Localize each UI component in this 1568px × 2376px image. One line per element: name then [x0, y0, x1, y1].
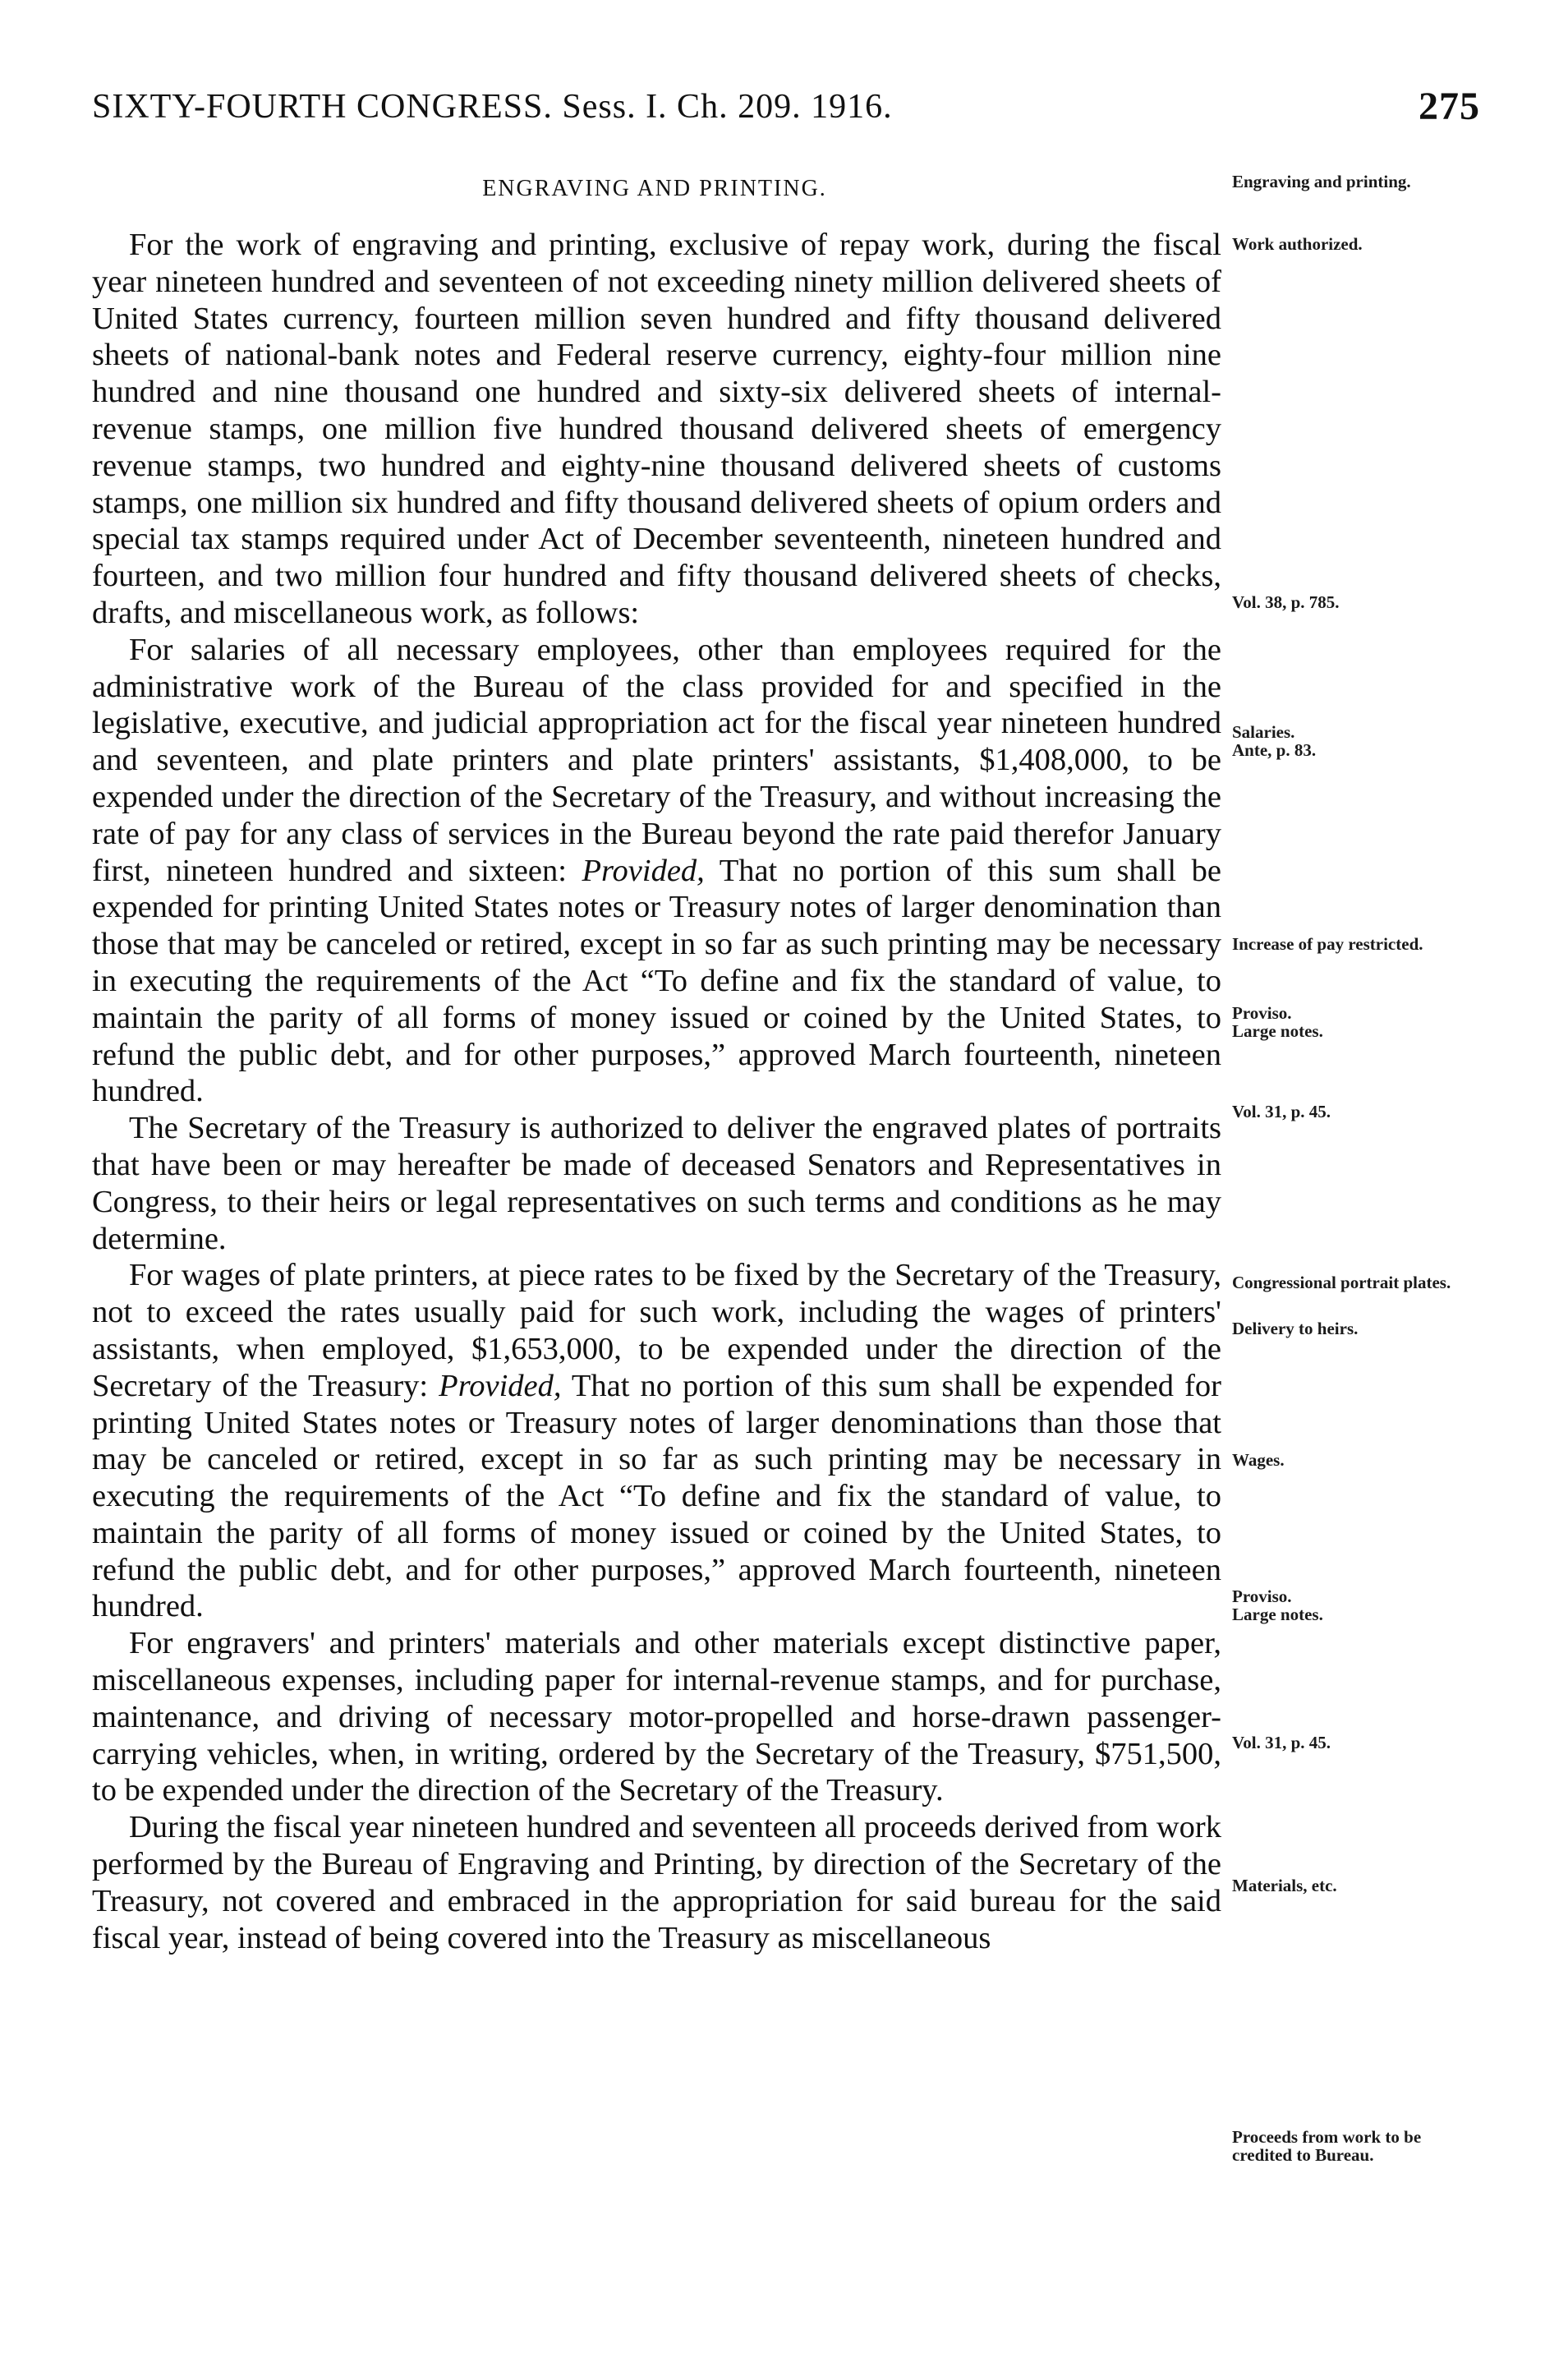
sidenote-engraving-printing: Engraving and printing. [1232, 172, 1411, 191]
page-number: 275 [1419, 85, 1480, 128]
sidenote-vol38: Vol. 38, p. 785. [1232, 592, 1340, 612]
sidenote-wages: Wages. [1232, 1450, 1285, 1470]
sidenote-vol31-b: Vol. 31, p. 45. [1232, 1733, 1331, 1752]
running-head-title: SIXTY-FOURTH CONGRESS. Sess. I. Ch. 209. 1916. [92, 88, 893, 126]
paragraph-materials: For engravers' and printers' materials and other materials except distinctive paper, miscellaneous expenses, including paper for internal-revenue stamps, and for purchase, maintenance, and driving of necessary motor-propelled and horse-drawn passenger-carrying vehicles, when, in writing, ordered by the Secretary of the Treasury, $751,500, to be expended under the direction of the Secretary of the Treasury. [92, 1626, 1221, 1808]
sidenote-ante: Ante, p. 83. [1232, 740, 1317, 760]
proviso-italic: Provided, [582, 853, 705, 888]
paragraph-work-authorized: For the work of engraving and printing, exclusive of repay work, during the fiscal year nineteen hundred and seventeen of not exceeding ninety million delivered sheets of United States currency, fourteen million seven hundred and fifty thousand delivered sheets of national-bank notes and Federal reserve currency, eighty-four million nine hundred and nine thousand one hundred and sixty-six delivered sheets of internal-revenue stamps, one million five hundred thousand delivered sheets of emergency revenue stamps, two hundred and eighty-nine thousand delivered sheets of customs stamps, one million six hundred and fifty thousand delivered sheets of opium orders and special tax stamps required under Act of December seventeenth, nineteen hundred and fourteen, and two million four hundred and fifty thousand delivered sheets of checks, drafts, and miscellaneous work, as follows: [92, 228, 1221, 630]
sidenote-proviso-1: Proviso. [1232, 1003, 1292, 1023]
sidenote-materials: Materials, etc. [1232, 1876, 1337, 1895]
paragraph-wages-text: For wages of plate printers, at piece rates to be fixed by the Secretary of the Treasury, not to exceed the rates usually paid for such work, including the wages of printers' assistants, when employed, $1,653,000, to be expended under the direction of the Secretary of the Treasury: [92, 1258, 1221, 1403]
sidenote-proceeds: Proceeds from work to be credited to Bureau. [1232, 2127, 1422, 2165]
paragraph-proceeds: During the fiscal year nineteen hundred and seventeen all proceeds derived from work performed by the Bureau of Engraving and Printing, by direction of the Secretary of the Treasury, not covered and embraced in the appropriation for said bureau for the said fiscal year, instead of being covered into the Treasury as miscellaneous [92, 1810, 1221, 1955]
sidenote-large-notes-1: Large notes. [1232, 1021, 1323, 1041]
sidenote-proviso-2: Proviso. [1232, 1586, 1292, 1606]
sidenote-large-notes-2: Large notes. [1232, 1605, 1323, 1624]
paragraph-portrait-plates: The Secretary of the Treasury is authorized to deliver the engraved plates of portraits that have been or may hereafter be made of deceased Senators and Representatives in Congress, to their heirs or legal representatives on such terms and conditions as he may determine. [92, 1111, 1221, 1256]
paragraph-salaries [92, 632, 1221, 1110]
sidenote-vol31-a: Vol. 31, p. 45. [1232, 1102, 1331, 1121]
paragraph-salaries-proviso-text: That no portion of this sum shall be expended for printing United States notes or Treasury notes of larger denomination than those that may be canceled or retired, except in so far as such printing may be necessary in executing the requirements of the Act “To define and fix the standard of value, to maintain the parity of all forms of money issued or coined by the United States, to refund the public debt, and for other purposes,” approved March fourteenth, nineteen hundred. [92, 853, 1222, 1109]
paragraph-wages-proviso-text: That no portion of this sum shall be expended for printing United States notes or Treasury notes of larger denominations than those that may be canceled or retired, except in so far as such printing may be necessary in executing the requirements of the Act “To define and fix the standard of value, to maintain the parity of all forms of money issued or coined by the United States, to refund the public debt, and for other purposes,” approved March fourteenth, nineteen hundred. [92, 1368, 1221, 1624]
paragraph-salaries-text: For salaries of all necessary employees, other than employees required for the administrative work of the Bureau of the class provided for and specified in the legislative, executive, and judicial appropriation act for the fiscal year nineteen hundred and seventeen, and plate printers and plate printers' assistants, $1,408,000, to be expended under the direction of the Secretary of the Treasury, and without increasing the rate of pay for any class of services in the Bureau beyond the rate paid therefor January first, nineteen hundred and sixteen: [92, 632, 1221, 888]
proviso-italic: Provided, [439, 1368, 562, 1403]
sidenote-salaries: Salaries. [1232, 722, 1295, 742]
section-title: ENGRAVING AND PRINTING. [482, 176, 827, 201]
sidenote-increase-pay: Increase of pay restricted. [1232, 934, 1423, 954]
sidenote-congressional-portrait: Congressional portrait plates. [1232, 1273, 1451, 1292]
sidenote-delivery-heirs: Delivery to heirs. [1232, 1319, 1359, 1338]
body-text [92, 227, 1221, 1956]
paragraph-wages [92, 1257, 1221, 1625]
sidenote-work-authorized: Work authorized. [1232, 234, 1363, 254]
running-head [92, 87, 1480, 136]
